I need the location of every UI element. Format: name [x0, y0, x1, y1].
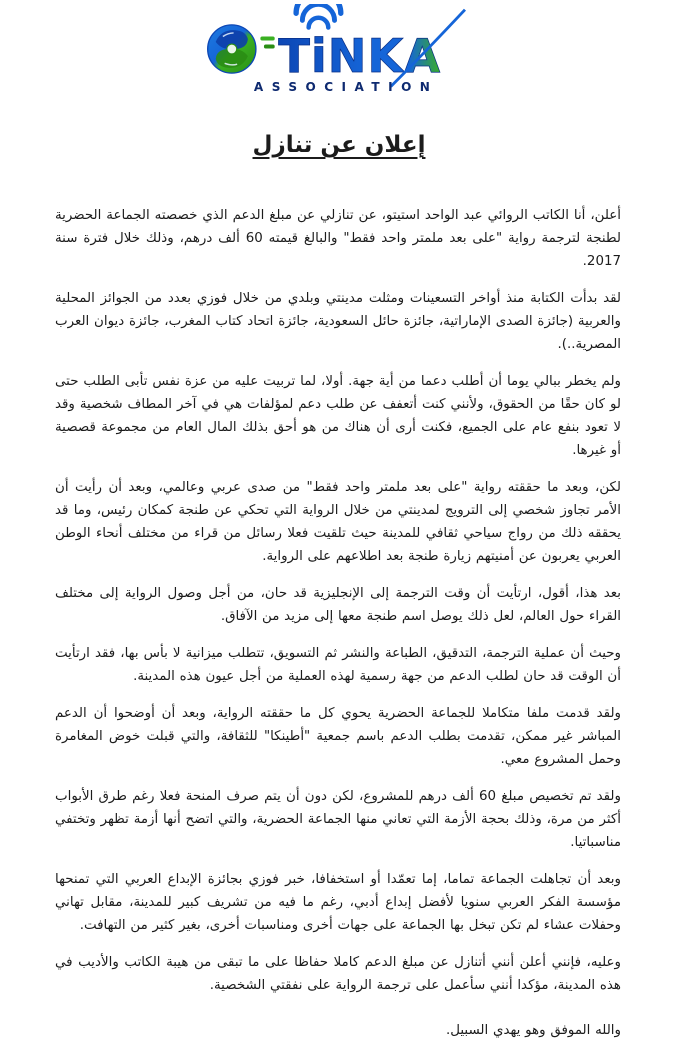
- paragraph-declaration: أعلن، أنا الكاتب الروائي عبد الواحد استيتو، عن تنازلي عن مبلغ الدعم الذي خصصته الجماعة الحضرية لطنجة لترجمة رواية "على بعد ملمتر واحد فقط" والبالغ قيمته 60 ألف درهم، وذلك خلال فترة سنة 2017.: [55, 208, 621, 269]
- paragraph-waiver: وعليه، فإنني أعلن أنني أتنازل عن مبلغ الدعم كاملا حفاظا على ما تبقى من هيبة الكاتب والأديب في هذه المدينة، مؤكدا أنني سأعمل على ترجمة الرواية على نفقتي الشخصية.: [55, 955, 621, 993]
- paragraph-career: لقد بدأت الكتابة منذ أواخر التسعينات ومثلت مدينتي وبلدي من خلال فوزي بعدد من الجوائز المحلية والعربية (جائزة الصدى الإماراتية، جائزة حائل السعودية، جائزة اتحاد كتاب المغرب، جائزة ديوان العرب المصرية..).: [55, 291, 621, 352]
- document-body: [55, 204, 621, 1042]
- paragraph-file-submitted: ولقد قدمت ملفا متكاملا للجماعة الحضرية يحوي كل ما حققته الرواية، وبعد أن أوضحوا أن الدعم المباشر غير ممكن، تقدمت بطلب الدعم باسم جمعية "أطينكا" للثقافة، والتي قبلت خوض المغامرة وحمل المشروع معي.: [55, 706, 621, 767]
- paragraph-grant-allocated: ولقد تم تخصيص مبلغ 60 ألف درهم للمشروع، لكن دون أن يتم صرف المنحة فعلا رغم طرق الأبواب أكثر من مرة، وذلك بحجة الأزمة التي تعاني منها الجماعة الحضرية، والتي اتضح أنها أزمة تظهر وتختفي مناسباتيا.: [55, 789, 621, 850]
- wifi-signal-icon: [296, 4, 341, 28]
- logo-subtitle: ASSOCIATION: [253, 79, 439, 94]
- otinka-logo-graphic: [205, 4, 473, 94]
- paragraph-novel-success: لكن، وبعد ما حققته رواية "على بعد ملمتر واحد فقط" من صدى عربي وعالمي، وبعد أن رأيت أن الأمر تجاوز شخصي إلى الترويج لمدينتي من خلال الرواية التي تحكي عن طنجة كمكان رئيس، وما قد يحققه ذلك من رواج سياحي ثقافي للمدينة حيث تلقيت فعلا رسائل من قراء من مختلف أنحاء الوطن العربي يعربون عن أمنيتهم زيارة طنجة بعد اطلاعهم على الرواية.: [55, 480, 621, 564]
- logo-wordmark: TiNKA: [278, 29, 442, 84]
- globe-hands-icon: [208, 25, 256, 73]
- paragraph-budget-need: وحيث أن عملية الترجمة، التدقيق، الطباعة والنشر ثم التسويق، تتطلب ميزانية لا بأس بها، فقد ارتأيت أن الوقت قد حان لطلب الدعم من جهة رسمية لهذه العملية من أجل عيون هذه المدينة.: [55, 646, 621, 684]
- page-title: [0, 132, 678, 158]
- paragraph-ignored-award: وبعد أن تجاهلت الجماعة تماما، إما تعمّدا أو استخفافا، خبر فوزي بجائزة الإبداع العربي التي تمنحها مؤسسة الفكر العربي سنويا لأفضل إبداع أدبي، رغم ما فيه من تشريف كبير للمدينة، مقابل تهاني وحفلات عشاء لم تكن تبخل بها الجماعة على جهات أخرى ومناسبات أخرى، بغير كثير من التهافت.: [55, 872, 621, 933]
- otinka-logo: [0, 0, 678, 96]
- paragraph-never-asked: ولم يخطر ببالي يوما أن أطلب دعما من أية جهة. أولا، لما تربيت عليه من عزة نفس تأبى الطلب حتى لو كان حقًا من الحقوق، ولأنني كنت أتعفف عن طلب دعم لمؤلفات هي في آخر المطاف شخصية وقد لا تعود بنفع عام على الجميع، فكنت أرى أن هناك من هو أحق بذلك المال العام من مجموعة قصصية أو غيرها.: [55, 374, 621, 458]
- closing-line: والله الموفق وهو يهدي السبيل.: [445, 1023, 621, 1038]
- speed-dashes-icon: [260, 36, 274, 48]
- paragraph-translation-time: بعد هذا، أقول، ارتأيت أن وقت الترجمة إلى الإنجليزية قد حان، من أجل وصول الرواية إلى مختلف القراء حول العالم، لعل ذلك يوصل اسم طنجة معها إلى مزيد من الآفاق.: [55, 586, 621, 624]
- page-title-text: إعلان عن تنازل: [252, 132, 426, 158]
